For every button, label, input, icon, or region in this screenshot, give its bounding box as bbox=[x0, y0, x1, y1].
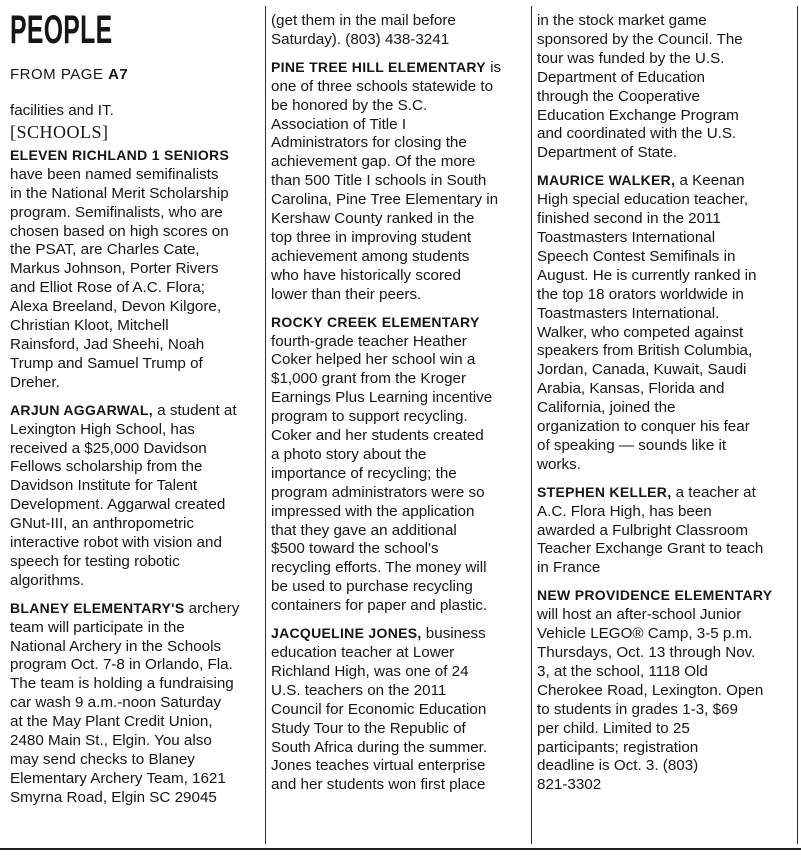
page-title: PEOPLE bbox=[10, 8, 113, 52]
article-head: ARJUN AGGARWAL, bbox=[10, 401, 153, 418]
article-jacqueline-jones bbox=[271, 624, 529, 795]
continued-text: in the stock market game sponsored by the Council. The tour was funded by the U.S. Department of Education through the Cooperative Education Exchange Program and coordinated with the U.S. Department of State. bbox=[537, 12, 743, 162]
column-1 bbox=[10, 0, 262, 816]
article-body: business education teacher at Lower Richland High, was one of 24 U.S. teachers on the 2011 Council for Economic Education Study Tour to the Republic of South Africa during the summer. Jones teaches virtual enterprise and her students won first place bbox=[271, 625, 488, 794]
column-divider-right bbox=[531, 6, 532, 844]
column-divider-left bbox=[265, 6, 266, 844]
article-new-providence bbox=[537, 586, 793, 795]
continued-from bbox=[10, 66, 262, 84]
section-label: [SCHOOLS] bbox=[10, 121, 109, 142]
article-head: JACQUELINE JONES, bbox=[271, 625, 422, 642]
article-body: is one of three schools statewide to be honored by the S.C. Association of Title I Administrators for closing the achievement gap. Of the more than 500 Title I schools in South Carolina, Pine Tree Elementary in Kershaw County ranked in the top three in improving student achievement among students who have historically scored lower than their peers. bbox=[271, 58, 502, 303]
bottom-rule bbox=[0, 848, 801, 850]
article-body: fourth-grade teacher Heather Coker helped her school win a $1,000 grant from the Kroger Earnings Plus Learning incentive program to support recycling. Coker and her students created a photo story about the importance of recycling; the program administrators were so impressed with the application that they gave an additional $500 toward the school's recycling efforts. The money will be used to purchase recycling containers for paper and plastic. bbox=[271, 332, 493, 615]
continued-text: facilities and IT. bbox=[10, 102, 114, 119]
continued-from-page: A7 bbox=[108, 66, 129, 83]
article-body: a teacher at A.C. Flora High, has been awarded a Fulbright Classroom Teacher Exchange Grant to teach in France bbox=[537, 483, 764, 577]
article-pine-tree-hill bbox=[271, 58, 529, 305]
column-2 bbox=[271, 12, 529, 803]
article-body: have been named semifinalists in the National Merit Scholarship program. Semifinalists, who are chosen based on high scores on the PSAT, are Charles Cate, Markus Johnson, Porter Rivers and Elliot Rose of A.C. Flora; Alexa Breeland, Devon Kilgore, Christian Kloot, Mitchell Rainsford, Jad Sheehi, Noah Trump and Samuel Trump of Dreher. bbox=[10, 165, 229, 391]
article-head: PINE TREE HILL ELEMENTARY bbox=[271, 58, 486, 75]
page-edge-rule bbox=[797, 6, 798, 844]
article-head: ELEVEN RICHLAND 1 SENIORS bbox=[10, 146, 230, 163]
article-arjun-aggarwal bbox=[10, 401, 262, 591]
article-head: BLANEY ELEMENTARY'S bbox=[10, 599, 185, 616]
article-body: archery team will participate in the National Archery in the Schools program Oct. 7-8 in Orlando, Fla. The team is holding a fundraising car wash 9 a.m.-noon Saturday at the May Plant Credit Union, 2480 Main St., Elgin. You also may send checks to Blaney Elementary Archery Team, 1621 Smyrna Road, Elgin SC 29045 bbox=[10, 599, 240, 806]
article-rocky-creek bbox=[271, 313, 529, 617]
article-richland-seniors bbox=[10, 146, 262, 393]
article-body: a Keenan High special education teacher, finished second in the 2011 Toastmasters International Speech Contest Semifinals in August. He is currently ranked in the top 18 orators worldwide in Toastmasters International. Walker, who competed against speakers from British Columbia, Jordan, Canada, Kuwait, Saudi Arabia, Kansas, Florida and California, joined the organization to conquer his fear of speaking — sounds like it works. bbox=[537, 172, 757, 473]
article-body: a student at Lexington High School, has received a $25,000 Davidson Fellows scholarship from the Davidson Institute for Talent Development. Aggarwal created GNut-III, an anthropometric interactive robot with vision and speech for testing robotic algorithms. bbox=[10, 401, 237, 589]
article-head: NEW PROVIDENCE ELEMENTARY bbox=[537, 587, 773, 604]
continued-text: (get them in the mail before Saturday). (803) 438-3241 bbox=[271, 12, 456, 48]
article-blaney-elementary bbox=[10, 599, 262, 808]
article-maurice-walker bbox=[537, 171, 793, 475]
continued-from-label: FROM PAGE bbox=[10, 66, 104, 83]
article-body: will host an after-school Junior Vehicle LEGO® Camp, 3-5 p.m. Thursdays, Oct. 13 through Nov. 3, at the school, 1118 Old Cherokee Road, Lexington. Open to students in grades 1-3, $69 per child. Limited to 25 participants; registration deadline is Oct. 3. (803) 821-3302 bbox=[537, 606, 764, 794]
article-head: MAURICE WALKER, bbox=[537, 172, 676, 189]
column-3 bbox=[537, 12, 793, 803]
article-stephen-keller bbox=[537, 483, 793, 579]
article-head: STEPHEN KELLER, bbox=[537, 483, 672, 500]
article-head: ROCKY CREEK ELEMENTARY bbox=[271, 313, 480, 330]
